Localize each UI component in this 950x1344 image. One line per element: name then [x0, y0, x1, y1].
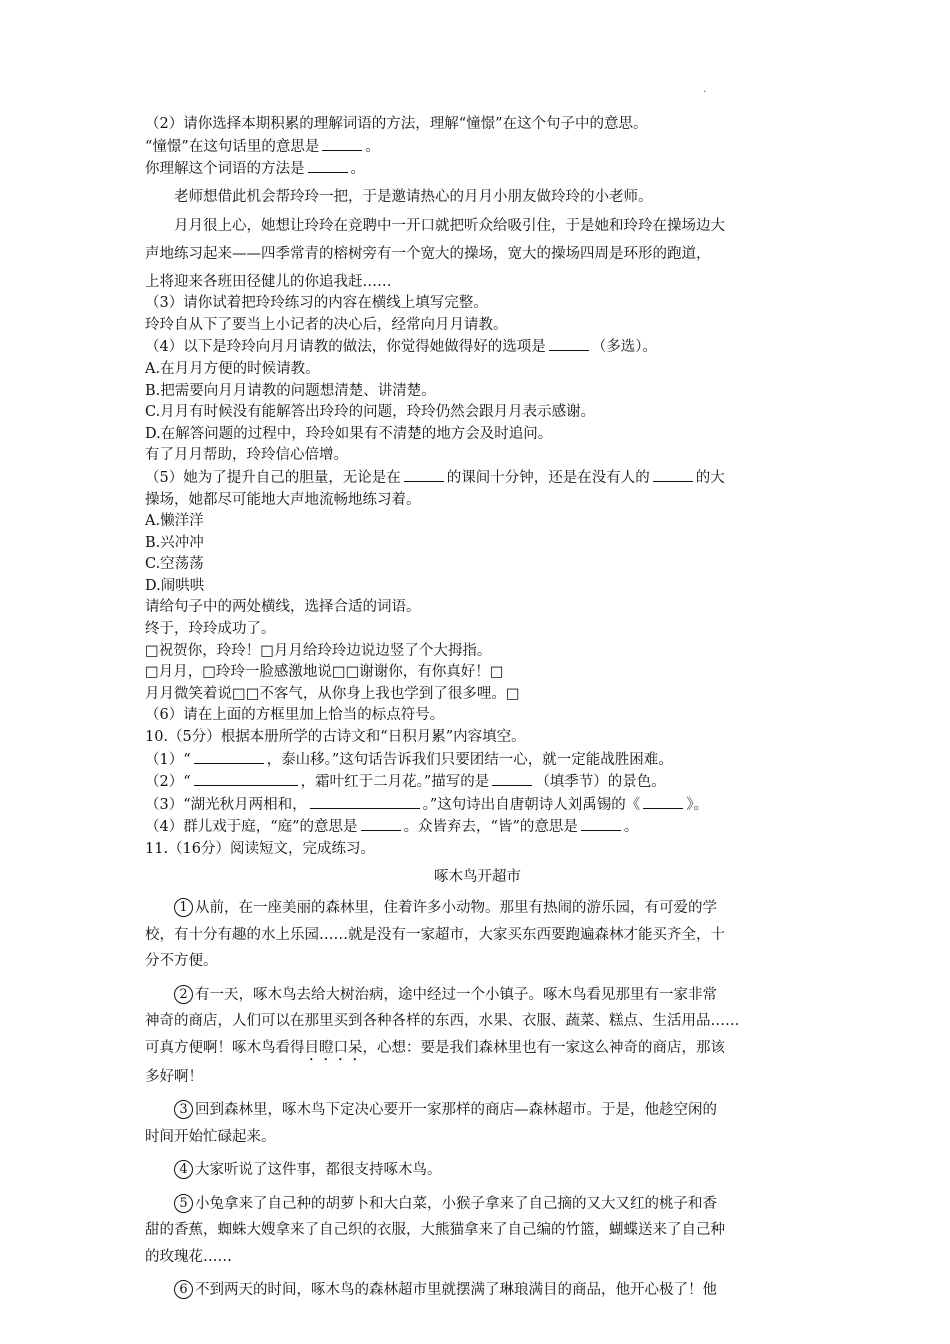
- paragraph-number: 6: [174, 1280, 193, 1299]
- q10-item-3: （3）“湖光秋月两相和， 。”这句诗出自唐朝诗人刘禹锡的《 》。: [145, 794, 810, 817]
- dialog-line: 月月微笑着说□□不客气，从你身上我也学到了很多哩。□: [145, 685, 520, 702]
- answer-blank[interactable]: [492, 771, 532, 786]
- paragraph-number: 1: [174, 898, 193, 917]
- q4-option-c: C.月月有时候没有能解答出玲玲的问题，玲玲仍然会跟月月表示感谢。: [145, 404, 596, 421]
- answer-blank[interactable]: [322, 136, 362, 151]
- answer-blank[interactable]: [194, 771, 298, 786]
- answer-blank[interactable]: [361, 816, 401, 831]
- q5-option-d: D.闹哄哄: [145, 577, 205, 594]
- article-paragraph-5: 5 小兔拿来了自己种的胡萝卜和大白菜，小猴子拿来了自己摘的又大又红的桃子和香 甜的香蕉，蜘蛛大嫂拿来了自己织的衣服，大熊猫拿来了自己编的竹篮，蝴蝶送来了自己种 的玫瑰花……: [145, 1195, 725, 1265]
- worksheet-content: [145, 114, 810, 1304]
- top-mark: .: [703, 84, 707, 95]
- paragraph-number: 2: [174, 985, 193, 1004]
- q4-option-d: D.在解答问题的过程中，玲玲如果有不清楚的地方会及时追问。: [145, 425, 553, 442]
- q5-prompt: （5）她为了提升自己的胆量，无论是在 的课间十分钟，还是在没有人的 的大: [145, 467, 810, 490]
- dialog-line: □祝贺你，玲玲！□月月给玲玲边说边竖了个大拇指。: [145, 642, 492, 659]
- q10-item-2: （2）“ ，霜叶红于二月花。”描写的是 （填季节）的景色。: [145, 771, 810, 794]
- story-paragraph-2: 月月很上心，她想让玲玲在竞聘中一开口就把听众给吸引住，于是她和玲玲在操场边大 声地练习起来——四季常青的榕树旁有一个宽大的操场，宽大的操场四周是环形的跑道， 上将迎来各班田径健儿的你追我赶……: [145, 218, 725, 290]
- answer-blank[interactable]: [308, 158, 348, 173]
- article-paragraph-3: 3 回到森林里，啄木鸟下定决心要开一家那样的商店—森林超市。于是，他趁空闲的 时间开始忙碌起来。: [145, 1102, 717, 1145]
- q4-after-text: 有了月月帮助，玲玲信心倍增。: [145, 447, 348, 464]
- q6-prompt: （6）请在上面的方框里加上恰当的标点符号。: [145, 707, 445, 724]
- emphasized-word: 目瞪口呆: [304, 1039, 363, 1056]
- q10-item-4: （4）群儿戏于庭，“庭”的意思是 。众皆弃去，“皆”的意思是 。: [145, 816, 810, 839]
- story-paragraph-1: 老师想借此机会帮玲玲一把，于是邀请热心的月月小朋友做玲玲的小老师。: [174, 188, 653, 205]
- dialog-line: 终于，玲玲成功了。: [145, 621, 276, 638]
- q5-option-b: B.兴冲冲: [145, 534, 204, 551]
- q5-option-c: C.空荡荡: [145, 556, 204, 573]
- paragraph-number: 4: [174, 1160, 193, 1179]
- q4-prompt: （4）以下是玲玲向月月请教的做法，你觉得她做得好的选项是 （多选）。: [145, 336, 810, 359]
- article-title: 啄木鸟开超市: [434, 868, 521, 885]
- dialog-line: □月月，□玲玲一脸感激地说□□谢谢你，有你真好！□: [145, 664, 504, 681]
- q5-instruction: 请给句子中的两处横线，选择合适的词语。: [145, 599, 421, 616]
- answer-blank[interactable]: [310, 794, 420, 809]
- paragraph-number: 5: [174, 1194, 193, 1213]
- q3-prompt: （3）请你试着把玲玲练习的内容在横线上填写完整。: [145, 295, 488, 312]
- q2-prompt: （2）请你选择本期积累的理解词语的方法，理解“憧憬”在这个句子中的意思。: [145, 116, 648, 132]
- paragraph-number: 3: [174, 1100, 193, 1119]
- answer-blank[interactable]: [549, 336, 589, 351]
- article-paragraph-2: 2 有一天，啄木鸟去给大树治病，途中经过一个小镇子。啄木鸟看见那里有一家非常 神奇的商店，人们可以在那里买到各种各样的东西，水果、衣服、蔬菜、糕点、生活用品…… 可真方便啊！啄木鸟看得目瞪口呆，心想：要是我们森林里也有一家这么神奇的商店，那该 多好啊！: [145, 986, 740, 1085]
- answer-blank[interactable]: [404, 467, 444, 482]
- q4-option-a: A.在月月方便的时候请教。: [145, 360, 320, 377]
- q5-option-a: A.懒洋洋: [145, 513, 204, 530]
- q4-option-b: B.把需要向月月请教的问题想清楚、讲清楚。: [145, 382, 436, 399]
- q10-item-1: （1）“ ，泰山移。”这句话告诉我们只要团结一心，就一定能战胜困难。: [145, 749, 810, 772]
- q11-title: 11.（16分）阅读短文，完成练习。: [145, 841, 376, 857]
- article-paragraph-4: 4 大家听说了这件事，都很支持啄木鸟。: [145, 1157, 810, 1184]
- answer-blank[interactable]: [653, 467, 693, 482]
- answer-blank[interactable]: [643, 794, 683, 809]
- q3-text: 玲玲自从下了要当上小记者的决心后，经常向月月请教。: [145, 316, 508, 333]
- answer-blank[interactable]: [194, 749, 264, 764]
- q2-meaning-line: “憧憬”在这句话里的意思是 。: [145, 136, 810, 159]
- article-paragraph-6: 6 不到两天的时间，啄木鸟的森林超市里就摆满了琳琅满目的商品，他开心极了！他: [145, 1277, 810, 1304]
- article-paragraph-1: 1 从前，在一座美丽的森林里，住着许多小动物。那里有热闹的游乐园，有可爱的学 校，有十分有趣的水上乐园……就是没有一家超市，大家买东西要跑遍森林才能买齐全，十 分不方便。: [145, 900, 725, 970]
- q10-title: 10.（5分）根据本册所学的古诗文和“日积月累”内容填空。: [145, 729, 526, 746]
- answer-blank[interactable]: [581, 816, 621, 831]
- q2-method-line: 你理解这个词语的方法是 。: [145, 158, 810, 181]
- q5-prompt-cont: 操场，她都尽可能地大声地流畅地练习着。: [145, 491, 421, 508]
